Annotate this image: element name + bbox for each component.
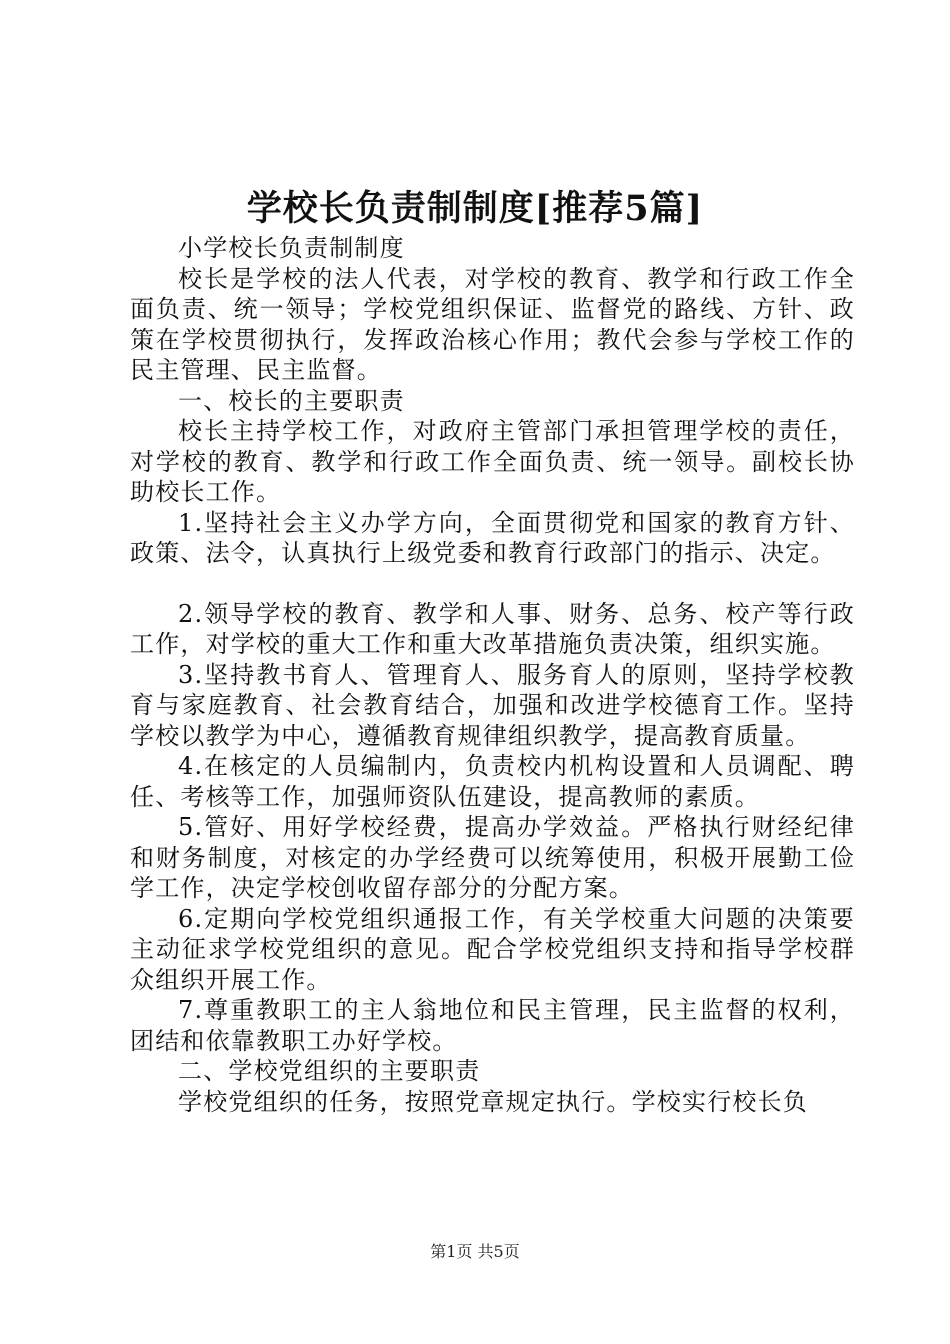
duty-item-4: 4.在核定的人员编制内，负责校内机构设置和人员调配、聘任、考核等工作，加强师资队伍建设，提高教师的素质。	[130, 752, 855, 811]
document-title: 学校长负责制制度[推荐5篇]	[246, 188, 704, 229]
duty-item-3: 3.坚持教书育人、管理育人、服务育人的原则，坚持学校教育与家庭教育、社会教育结合，加强和改进学校德育工作。坚持学校以教学为中心，遵循教育规律组织教学，提高教育质量。	[130, 660, 855, 750]
section-heading-party-duties: 二、学校党组织的主要职责	[178, 1057, 481, 1085]
duty-item-7: 7.尊重教职工的主人翁地位和民主管理，民主监督的权利，团结和依靠教职工办好学校。	[130, 996, 855, 1055]
party-duties-paragraph: 学校党组织的任务，按照党章规定执行。学校实行校长负	[178, 1087, 808, 1116]
duty-item-2: 2.领导学校的教育、教学和人事、财务、总务、校产等行政工作，对学校的重大工作和重大改革措施负责决策，组织实施。	[130, 599, 855, 658]
document-body	[130, 233, 855, 1117]
intro-paragraph: 校长是学校的法人代表，对学校的教育、教学和行政工作全面负责、统一领导；学校党组织保证、监督党的路线、方针、政策在学校贯彻执行，发挥政治核心作用；教代会参与学校工作的民主管理、民主监督。	[130, 264, 855, 384]
section-subtitle: 小学校长负责制制度	[178, 234, 405, 262]
paragraph-gap	[130, 569, 855, 599]
page-number-footer: 第1页 共5页	[430, 1242, 520, 1261]
section-heading-principal-duties: 一、校长的主要职责	[178, 386, 405, 415]
duty-item-5: 5.管好、用好学校经费，提高办学效益。严格执行财经纪律和财务制度，对核定的办学经费可以统筹使用，积极开展勤工俭学工作，决定学校创收留存部分的分配方案。	[130, 813, 855, 902]
duty-item-1: 1.坚持社会主义办学方向，全面贯彻党和国家的教育方针、政策、法令，认真执行上级党委和教育行政部门的指示、决定。	[130, 508, 855, 567]
principal-duties-paragraph: 校长主持学校工作，对政府主管部门承担管理学校的责任，对学校的教育、教学和行政工作全面负责、统一领导。副校长协助校长工作。	[130, 417, 855, 506]
duty-item-6: 6.定期向学校党组织通报工作，有关学校重大问题的决策要主动征求学校党组织的意见。配合学校党组织支持和指导学校群众组织开展工作。	[130, 904, 855, 994]
